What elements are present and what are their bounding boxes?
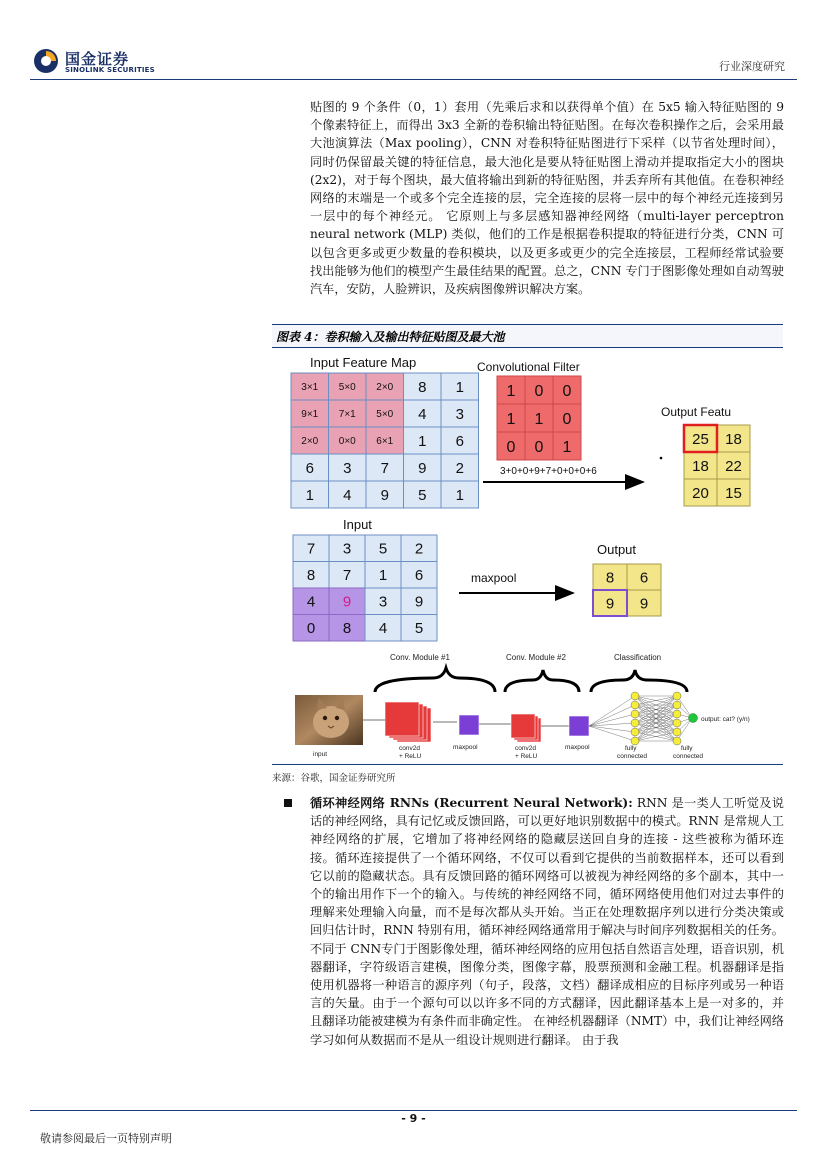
fc-neuron [631, 728, 639, 736]
fc-neuron [673, 719, 681, 727]
fc-2-label-a: fully [681, 745, 693, 752]
classification-brace [591, 670, 687, 692]
classification-label: Classification [614, 653, 662, 662]
pool-input-value: 0 [306, 620, 316, 638]
output-feature-map-value: 22 [725, 457, 742, 475]
fc-neuron [673, 728, 681, 736]
input-feature-map-value: 7×1 [338, 409, 356, 421]
output-neuron [689, 714, 698, 723]
convolutional-filter-title: Convolutional Filter [477, 360, 580, 374]
pool-input-value: 3 [342, 540, 352, 558]
fc-neuron [673, 692, 681, 700]
fc-connection [589, 714, 635, 726]
logo-chinese-name: 国金证券 [65, 50, 130, 68]
input-feature-map-grid [291, 373, 479, 508]
pool-input-value: 4 [306, 593, 316, 611]
footer-disclaimer: 敬请参阅最后一页特别声明 [40, 1132, 172, 1145]
output-feature-map-grid [684, 425, 750, 506]
input-feature-map-value: 1 [305, 486, 314, 504]
conv-module-2-label: Conv. Module #2 [506, 653, 566, 662]
convolutional-filter-value: 0 [534, 382, 544, 400]
fc-connection [589, 726, 635, 741]
input-feature-map-value: 5×0 [338, 382, 356, 394]
maxpool-layer-2 [569, 716, 589, 736]
input-feature-map-value: 6 [455, 432, 464, 450]
input-feature-map-value: 6×1 [376, 436, 394, 448]
rnn-text: RNN 是一类人工听觉及说话的神经网络，具有记忆或反馈回路，可以更好地识别数据中的模式。RNN 是常规人工神经网络的扩展，它增加了将神经网络的隐藏层送回自身的连接 - 这些被称为循环连接。循环连接提供了一个循环网络，不仅可以看到它提供的当前数据样本，还可以看到它以前的隐藏状态。具有反馈回路的循环网络可以被视为神经网络的多个副本，其中一个的输出用作下一个的输入。与传统的神经网络不同，循环网络使用他们对过去事件的理解来处理输入向量，而不是每次都从头开始。当正在处理数据序列以进行分类决策或回归估计时，RNN 特别有用，循环神经网络通常用于解决与时间序列数据相关的任务。不同于 CNN专门于图影像处理，循环神经网络的应用包括自然语言处理，语音识别，机器翻译，字符级语言建模，图像分类，图像字幕，股票预测和金融工程。机器翻译是指使用机器将一种语言的源序列（句子，段落，文档）翻译成相应的目标序列或另一种语言的矢量。由于一个源句可以以许多不同的方式翻译，因此翻译基本上是一对多的，并且翻译功能被建模为有条件而非确定性。 在神经机器翻译（NMT）中，我们让神经网络学习如何从数据而不是从一组设计规则进行翻译。 由于我 [310, 796, 784, 1047]
output-feature-map-value: 18 [725, 430, 742, 448]
input-feature-map-value: 1 [455, 378, 464, 396]
convolutional-filter-value: 0 [562, 382, 572, 400]
input-image-label: input [313, 751, 328, 758]
input-feature-map-value: 4 [418, 405, 427, 423]
input-feature-map-value: 8 [418, 378, 427, 396]
input-feature-map-value: 0×0 [338, 436, 356, 448]
relu-1-label: + ReLU [399, 753, 422, 760]
pool-input-value: 9 [414, 593, 424, 611]
paragraph-cnn-description: 贴图的 9 个条件（0，1）套用（先乘后求和以获得单个值）在 5x5 输入特征贴图的 9 个像素特征上，而得出 3x3 全新的卷积输出特征贴图。在每次卷积操作之后，会采用最大池演算法（Max pooling），CNN 对卷积特征贴图进行下采样（以节省处理时间），同时仍保留最关键的特征信息，最大池化是要从特征贴图上滑动并提取指定大小的图块 (2x2)，对于每个图块，最大值将输出到新的特征贴图，并丢弃所有其他值。在卷积神经网络的末端是一个或多个完全连接的层，完全连接的层将一层中的每个神经元连接到另一层中的每个神经元。 它原则上与多层感知器神经网络（multi-layer perceptron neural network (MLP) 类似，他们的工作是根据卷积提取的特征进行分类，CNN 可以包含更多或更少数量的卷积模块，以及更多或更少的完全连接层，工程师经常试验要找出能够为他们的模型产生最佳结果的配置。总之，CNN 专门于图影像处理如自动驾驶汽车，安防，人脸辨识，及疾病图像辨识解决方案。 [310, 100, 784, 297]
pool-output-value: 8 [605, 569, 615, 587]
pool-output-value: 9 [605, 595, 615, 613]
figure-title: 图表 4：卷积输入及输出特征贴图及最大池 [276, 330, 505, 344]
bullet-square-icon [284, 799, 292, 807]
input-feature-map-value: 3 [455, 405, 464, 423]
pool-input-value: 9 [342, 593, 352, 611]
convolutional-filter-value: 0 [506, 438, 516, 456]
convolutional-filter-value: 1 [534, 410, 544, 428]
fc-connection [589, 726, 635, 732]
input-feature-map-value: 5 [418, 486, 427, 504]
pool-output-grid [593, 564, 661, 616]
pool-input-value: 7 [306, 540, 316, 558]
maxpool-label: maxpool [471, 571, 517, 585]
pool-input-value: 4 [378, 620, 388, 638]
conv2d-1-label: conv2d [399, 745, 420, 752]
conv-module-1-label: Conv. Module #1 [390, 653, 450, 662]
input-feature-map-value: 7 [380, 459, 389, 477]
convolutional-filter-value: 1 [562, 438, 572, 456]
page-number: - 9 - [401, 1112, 426, 1125]
input-feature-map-title: Input Feature Map [310, 355, 417, 370]
fc-neuron [631, 719, 639, 727]
input-feature-map-value: 2 [455, 459, 464, 477]
input-feature-map-value: 9×1 [301, 409, 319, 421]
input-feature-map-value: 3×1 [301, 382, 319, 394]
fc-neuron [631, 692, 639, 700]
input-feature-map-value: 6 [305, 459, 314, 477]
relu-2-label: + ReLU [515, 753, 538, 760]
pool-input-grid [293, 535, 437, 641]
input-feature-map-value: 9 [418, 459, 427, 477]
output-feature-map-value: 20 [692, 484, 709, 502]
cnn-diagram [283, 352, 778, 764]
pool-input-value: 6 [414, 567, 424, 585]
fc-neuron [631, 710, 639, 718]
fc-1-label-a: fully [625, 745, 637, 752]
cat-input-image [295, 695, 363, 745]
pool-output-title: Output [597, 542, 637, 557]
pool-input-value: 8 [306, 567, 316, 585]
input-feature-map-value: 2×0 [376, 382, 394, 394]
conv-layer-2 [511, 714, 535, 738]
pool-input-value: 1 [378, 567, 388, 585]
fc-neuron [631, 737, 639, 745]
fc-neuron [631, 701, 639, 709]
fc-connection [589, 723, 635, 726]
pool-input-value: 8 [342, 620, 352, 638]
convolutional-filter-value: 0 [534, 438, 544, 456]
input-feature-map-value: 9 [380, 486, 389, 504]
convolutional-filter-value: 0 [562, 410, 572, 428]
fc-2-label-b: connected [673, 753, 703, 760]
pool-input-value: 7 [342, 567, 352, 585]
input-feature-map-value: 5×0 [376, 409, 394, 421]
fc-connection [589, 696, 635, 726]
network-output-label: output: cat? (y/n) [701, 716, 750, 723]
network-layers [363, 692, 698, 745]
source-divider [272, 764, 783, 765]
paragraph-rnn-description [310, 794, 784, 1049]
conv2d-2-label: conv2d [515, 745, 536, 752]
pool-input-value: 2 [414, 540, 424, 558]
output-feature-map-value: 15 [725, 484, 742, 502]
convolution-equation: 3+0+0+9+7+0+0+0+6 [500, 466, 597, 477]
input-feature-map-value: 1 [418, 432, 427, 450]
report-category: 行业深度研究 [719, 60, 785, 73]
figure-title-bar [272, 324, 783, 348]
pool-output-value: 6 [639, 569, 649, 587]
input-feature-map-value: 2×0 [301, 436, 319, 448]
company-logo [33, 46, 193, 78]
output-feature-map-value: 25 [692, 430, 709, 448]
fc-connection [589, 705, 635, 726]
maxpool-2-label: maxpool [565, 744, 590, 751]
header-divider [30, 79, 797, 80]
dot-mark [660, 457, 663, 460]
output-feature-map-value: 18 [692, 457, 709, 475]
logo-english-name: SINOLINK SECURITIES [65, 66, 155, 74]
pool-input-value: 5 [414, 620, 424, 638]
pool-input-value: 3 [378, 593, 388, 611]
fc-neuron [673, 710, 681, 718]
figure-source: 来源：谷歌，国金证券研究所 [272, 773, 396, 784]
input-feature-map-value: 3 [343, 459, 352, 477]
convolutional-filter-grid [497, 376, 581, 460]
fc-neuron [673, 737, 681, 745]
module-1-brace [375, 668, 495, 692]
output-feature-map-title: Output Featu [661, 405, 732, 419]
input-feature-map-value: 4 [343, 486, 352, 504]
logo-mark-icon [33, 48, 59, 74]
fc-neuron [673, 701, 681, 709]
pool-input-title: Input [343, 517, 372, 532]
footer-divider [30, 1110, 797, 1111]
pool-output-value: 9 [639, 595, 649, 613]
rnn-term: 循环神经网络 RNNs (Recurrent Neural Network): [310, 796, 633, 810]
pool-input-value: 5 [378, 540, 388, 558]
conv-layer-1 [385, 702, 419, 736]
fc-1-label-b: connected [617, 753, 647, 760]
convolutional-filter-value: 1 [506, 382, 516, 400]
maxpool-layer-1 [459, 715, 479, 735]
module-2-brace [505, 670, 579, 692]
input-feature-map-value: 1 [455, 486, 464, 504]
convolutional-filter-value: 1 [506, 410, 516, 428]
maxpool-1-label: maxpool [453, 744, 478, 751]
